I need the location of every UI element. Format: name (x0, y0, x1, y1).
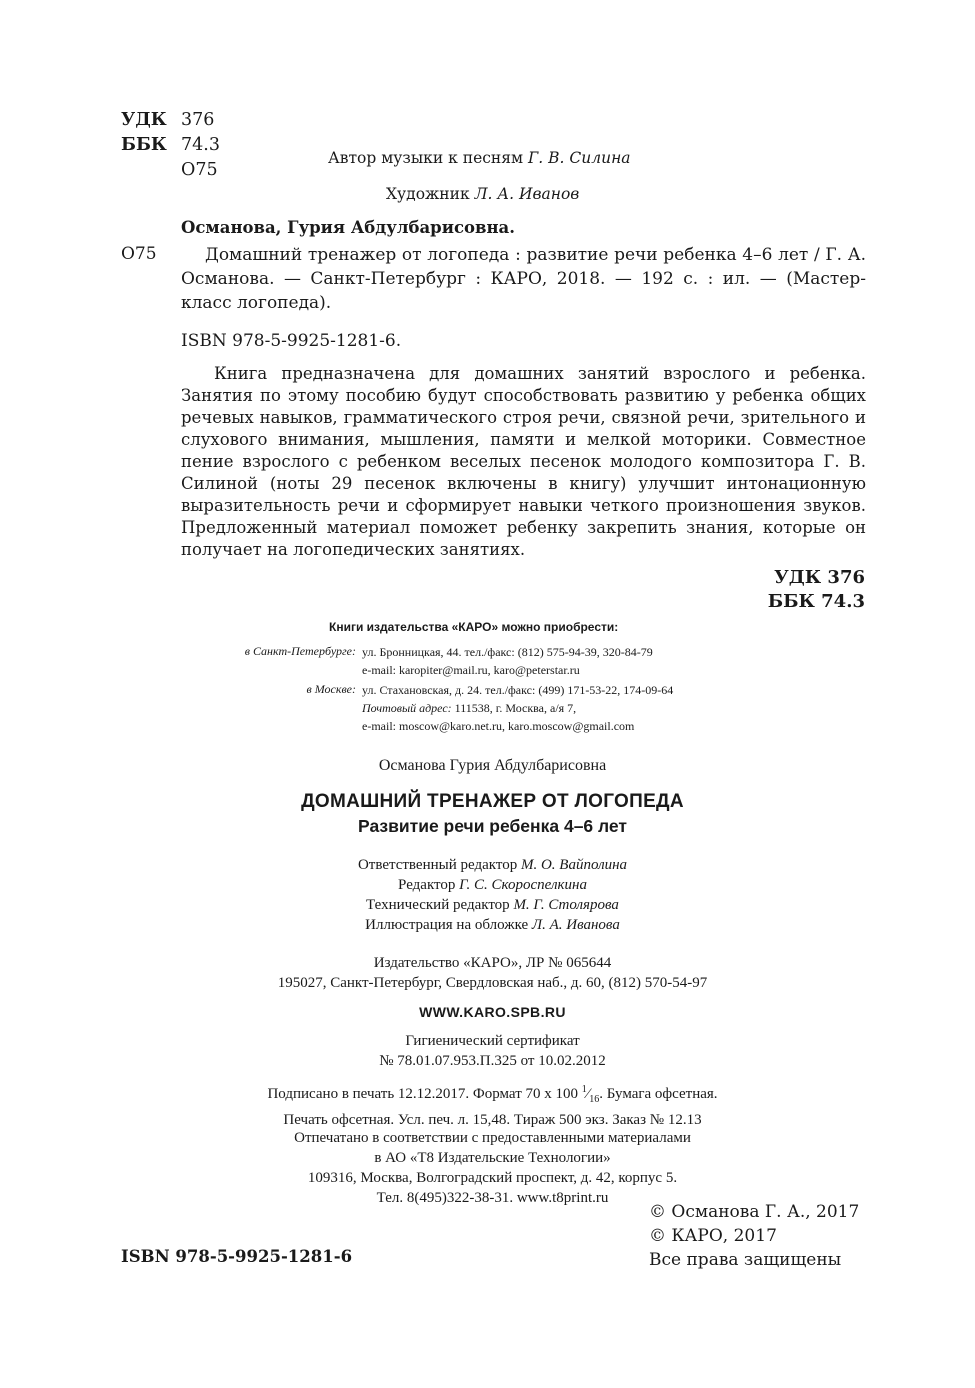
signed-line (0, 1080, 975, 1110)
annotation: Книга предназначена для домашних занятий взрослого и ребенка. Занятия по этому пособию будут способствовать развитию у ребенка общих речевых навыков, грамматического строя речи, связной речи, зрительного и слухового внимания, мышления, памяти и мелкой моторики. Совместное пение взрослого с ребенком веселых песенок молодого композитора Г. В. Силиной (ноты 29 песенок включены в книгу) улучшит интонационную выразительность речи и сформирует навыки четкого произношения звуков. Предложенный материал поможет ребенку закрепить знания, которые он получает на логопедических занятиях. (181, 364, 866, 559)
staff-role: Ответственный редактор (357, 857, 518, 873)
hygiene-certificate (0, 1031, 975, 1071)
publisher-line-1: Издательство «КАРО», ЛР № 065644 (373, 955, 612, 971)
staff-row (0, 915, 975, 935)
printer-line-4: Тел. 8(495)322-38-31. www.t8print.ru (376, 1190, 609, 1206)
udk-value: 376 (181, 110, 215, 130)
msk-postal-label: Почтовый адрес: (362, 701, 452, 715)
imprint-title-block (0, 790, 975, 838)
rights-reserved: Все права защищены (649, 1250, 842, 1270)
author-mark: О75 (121, 244, 157, 264)
classification-right (768, 566, 865, 614)
isbn-bottom: ISBN 978-5-9925-1281-6 (121, 1247, 353, 1266)
author-mark-top: О75 (181, 160, 218, 180)
staff-row (0, 855, 975, 875)
publisher-website[interactable]: WWW.KARO.SPB.RU (419, 1004, 566, 1020)
music-credit-prefix: Автор музыки к песням (328, 149, 524, 167)
msk-address (362, 681, 673, 735)
bbk-right: ББК 74.3 (767, 591, 865, 612)
printer-line-2: в АО «Т8 Издательские Технологии» (374, 1150, 611, 1166)
format-denominator: 16 (589, 1094, 600, 1105)
msk-line-2 (362, 699, 673, 717)
artist-credit (386, 185, 579, 203)
staff-list (0, 855, 975, 935)
music-credit-name: Г. В. Силина (528, 149, 631, 167)
isbn-top: ISBN 978-5-9925-1281-6. (181, 331, 402, 351)
print-line: Печать офсетная. Усл. печ. л. 15,48. Тираж 500 экз. Заказ № 12.13 (283, 1112, 702, 1128)
bibliographic-entry-text: Домашний тренажер от логопеда : развитие речи ребенка 4–6 лет / Г. А. Османова. — Санкт-Петербург : КАРО, 2018. — 192 с. : ил. — (Мастер-класс логопеда). (181, 245, 866, 313)
artist-credit-prefix: Художник (386, 185, 470, 203)
spb-line-2: e-mail: karopiter@mail.ru, karo@peterstar.ru (362, 663, 580, 677)
imprint-author: Османова Гурия Абдулбарисовна (378, 757, 607, 774)
format-slash: ⁄ (586, 1086, 590, 1102)
format-numerator: 1 (581, 1084, 587, 1095)
spb-label: в Санкт-Петербурге: (244, 644, 356, 658)
printer-info (0, 1128, 975, 1208)
msk-line-1: ул. Стахановская, д. 24. тел./факс: (499) 171-53-22, 174-09-64 (362, 683, 674, 697)
publisher-line-2: 195027, Санкт-Петербург, Свердловская наб., д. 60, (812) 570-54-97 (277, 975, 708, 991)
music-credit (328, 149, 631, 167)
spb-line-1: ул. Бронницкая, 44. тел./факс: (812) 575-94-39, 320-84-79 (362, 645, 653, 659)
staff-name: М. О. Вайполина (520, 857, 628, 873)
staff-role: Иллюстрация на обложке (365, 917, 529, 933)
signed-text: Подписано в печать 12.12.2017. Формат 70 x 100 (267, 1086, 582, 1102)
udk-label: УДК (121, 110, 167, 130)
copyright-author: © Османова Г. А., 2017 (649, 1202, 860, 1222)
purchase-heading: Книги издательства «КАРО» можно приобрести: (329, 620, 619, 634)
book-title: ДОМАШНИЙ ТРЕНАЖЕР ОТ ЛОГОПЕДА (301, 791, 684, 812)
bbk-value: 74.3 (181, 135, 220, 155)
author-heading: Османова, Гурия Абдулбарисовна. (181, 218, 515, 237)
staff-name: Л. А. Иванова (531, 917, 620, 933)
artist-credit-name: Л. А. Иванов (474, 185, 580, 203)
cert-line-2: № 78.01.07.953.П.325 от 10.02.2012 (379, 1053, 606, 1069)
staff-role: Технический редактор (366, 897, 510, 913)
printer-line-3: 109316, Москва, Волгоградский проспект, д. 42, корпус 5. (307, 1170, 678, 1186)
staff-name: Г. С. Скороспелкина (459, 877, 587, 893)
staff-role: Редактор (398, 877, 456, 893)
msk-postal-value: 111538, г. Москва, а/я 7, (451, 701, 577, 715)
msk-label: в Москве: (306, 682, 356, 696)
print-details (0, 1080, 975, 1130)
paper-text: . Бумага офсетная. (599, 1086, 718, 1102)
cert-line-1: Гигиенический сертификат (405, 1033, 580, 1049)
staff-row (0, 895, 975, 915)
copyright-block (649, 1200, 859, 1272)
udk-right: УДК 376 (774, 567, 865, 588)
printer-line-1: Отпечатано в соответствии с предоставленными материалами (294, 1130, 691, 1146)
publisher-info (0, 953, 975, 993)
msk-line-3: e-mail: moscow@karo.net.ru, karo.moscow@gmail.com (362, 719, 635, 733)
copyright-publisher: © КАРО, 2017 (649, 1226, 777, 1246)
bibliographic-entry (181, 243, 866, 315)
staff-row (0, 875, 975, 895)
spb-address (362, 643, 653, 679)
book-subtitle: Развитие речи ребенка 4–6 лет (358, 816, 627, 836)
bbk-label: ББК (121, 135, 167, 155)
staff-name: М. Г. Столярова (513, 897, 619, 913)
